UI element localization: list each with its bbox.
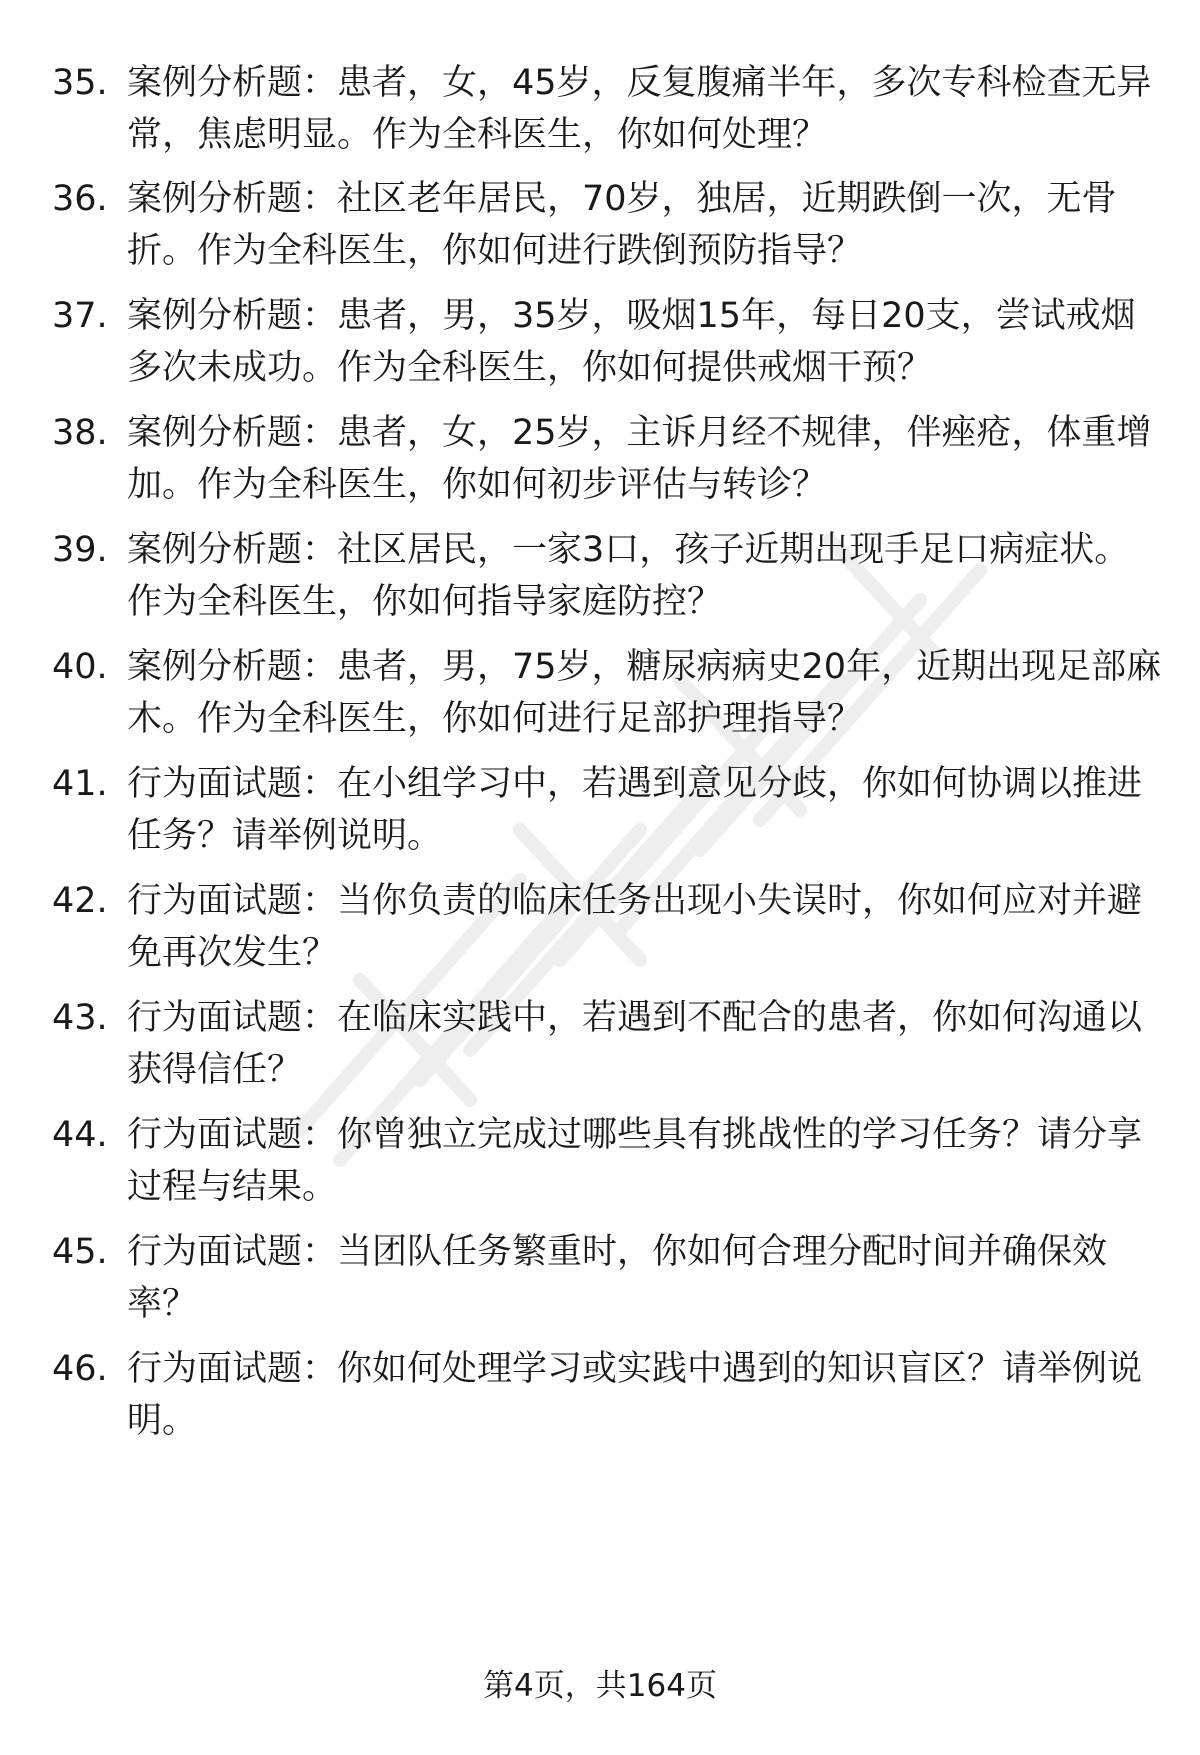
question-item <box>52 1109 1162 1219</box>
question-number: 35. <box>52 63 108 103</box>
question-number: 40. <box>52 647 108 687</box>
question-item <box>52 1343 1162 1453</box>
question-text: 案例分析题：患者，男，35岁，吸烟15年，每日20支，尝试戒烟多次未成功。作为全科医生，你如何提供戒烟干预？ <box>127 296 1136 388</box>
page-number-label: 第4页，共164页 <box>483 1668 717 1704</box>
question-number: 38. <box>52 413 108 453</box>
question-number: 37. <box>52 296 108 336</box>
question-item <box>52 875 1162 985</box>
question-text: 案例分析题：患者，女，45岁，反复腹痛半年，多次专科检查无异常，焦虑明显。作为全科医生，你如何处理？ <box>127 63 1152 155</box>
question-text: 行为面试题：在临床实践中，若遇到不配合的患者，你如何沟通以获得信任？ <box>127 998 1143 1090</box>
question-item <box>52 173 1162 283</box>
question-item <box>52 290 1162 400</box>
question-item <box>52 57 1162 167</box>
question-item <box>52 641 1162 751</box>
question-number: 44. <box>52 1115 108 1155</box>
question-text: 行为面试题：当你负责的临床任务出现小失误时，你如何应对并避免再次发生？ <box>127 881 1143 973</box>
question-number: 43. <box>52 998 108 1038</box>
question-text: 案例分析题：社区居民，一家3口，孩子近期出现手足口病症状。作为全科医生，你如何指导家庭防控？ <box>127 530 1130 622</box>
question-text: 行为面试题：在小组学习中，若遇到意见分歧，你如何协调以推进任务？请举例说明。 <box>127 764 1143 856</box>
question-number: 42. <box>52 881 108 921</box>
question-text: 案例分析题：社区老年居民，70岁，独居，近期跌倒一次，无骨折。作为全科医生，你如何进行跌倒预防指导？ <box>127 179 1117 271</box>
question-text: 行为面试题：当团队任务繁重时，你如何合理分配时间并确保效率？ <box>127 1232 1108 1324</box>
question-text: 案例分析题：患者，男，75岁，糖尿病病史20年，近期出现足部麻木。作为全科医生，你如何进行足部护理指导？ <box>127 647 1162 739</box>
question-number: 46. <box>52 1349 108 1389</box>
question-item <box>52 1226 1162 1336</box>
question-item <box>52 992 1162 1102</box>
question-number: 36. <box>52 179 108 219</box>
question-item <box>52 407 1162 517</box>
page-footer <box>0 1664 1200 1708</box>
question-number: 45. <box>52 1232 108 1272</box>
question-item <box>52 758 1162 868</box>
question-number: 39. <box>52 530 108 570</box>
question-text: 行为面试题：你曾独立完成过哪些具有挑战性的学习任务？请分享过程与结果。 <box>127 1115 1143 1207</box>
question-text: 行为面试题：你如何处理学习或实践中遇到的知识盲区？请举例说明。 <box>127 1349 1143 1441</box>
question-number: 41. <box>52 764 108 804</box>
question-text: 案例分析题：患者，女，25岁，主诉月经不规律，伴痤疮，体重增加。作为全科医生，你如何初步评估与转诊？ <box>127 413 1152 505</box>
question-item <box>52 524 1162 634</box>
